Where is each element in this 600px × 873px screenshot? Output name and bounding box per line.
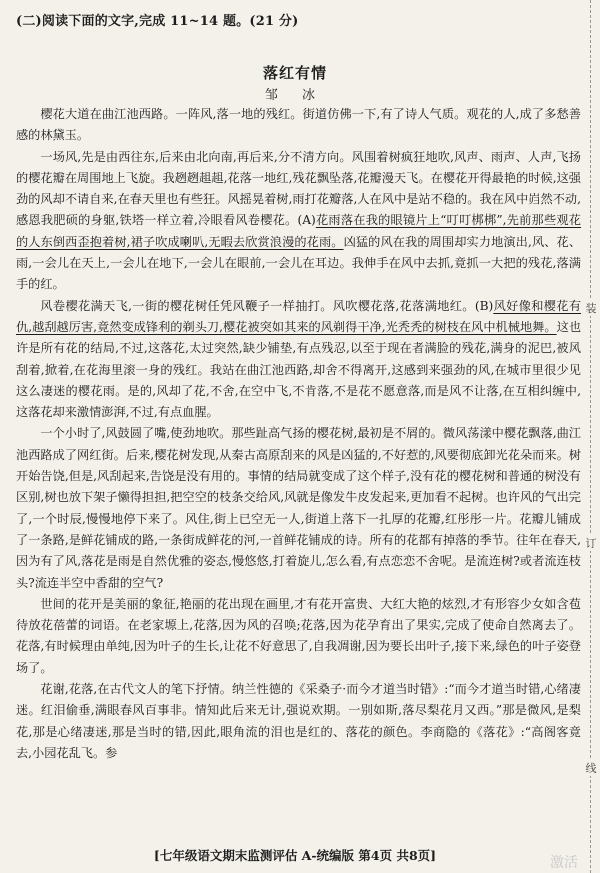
binding-mark-3: 线 (585, 762, 597, 775)
paragraph-3: 风卷樱花满天飞,一街的樱花树任凭风鞭子一样抽打。风吹樱花落,花落满地红。(B)风好像和樱花有仇,越刮越厉害,竟然变成锋利的剃头刀,樱花被突如其来的风剃得干净,光秃秃的树枝在风中机械地舞。这也许是所有花的结局,不过,这落花,太过突然,缺少铺垫,有点残忍,以至于现在者满脸的残花,满身的泥巴,被风刮着,掀着,在花海里滚一身的残红。我站在曲江池西路,却舍不得离开,这感到来强劲的风,在城市里很少见这么凄迷的樱花雨。是的,风却了花,不舍,在空中飞,不肯落,不是花不愿意落,而是风不让落,在互相纠缠中,这落花却来激情澎湃,不过,有点血腥。 (16, 298, 582, 420)
section-heading: (二)阅读下面的文字,完成 11~14 题。(21 分) (16, 14, 299, 29)
paragraph-6: 花谢,花落,在古代文人的笔下抒情。纳兰性德的《采桑子·而今才道当时错》:“而今才道当时错,心绪凄迷。红泪偷垂,满眼春风百事非。情知此后来无计,强说欢期。一别如斯,落尽梨花月又西。”那是微风,是梨花,那是心绪凄迷,那是当时的错,因此,眼角流的泪也是红的、落花的颜色。李商隐的《落花》:“高阁客竟去,小园花乱飞。参 (16, 682, 581, 760)
page-footer: [七年级语文期末监测评估 A-统编版 第4页 共8页] (153, 848, 437, 863)
binding-mark-2: 订 (585, 537, 597, 550)
paragraph-1: 樱花大道在曲江池西路。一阵风,落一地的残红。街道仿佛一下,有了诗人气质。观花的人,成了多愁善感的林黛玉。 (16, 107, 581, 143)
paragraph-4: 一个小时了,风鼓圆了嘴,使劲地吹。那些趾高气扬的樱花树,最初是不屑的。微风荡漾中樱花飘落,曲江池西路成了网红街。后来,樱花树发现,从秦古高原刮来的风是凶猛的,不好惹的,风要彻底卸光花朵而来。树开始告饶,但是,风刮起来,告饶是没有用的。事情的结局就变成了这个样子,没有花的樱花树和普通的树没有区别,树也放下架子懒得担担,把空空的枝条交给风,风就是像发牛皮发起来,更加看不起树。也许风的气出完了,一个时辰,慢慢地停下来了。风住,街上已空无一人,街道上落下一扎厚的花瓣,红彤彤一片。花瓣儿铺成了一条路,是鲜花铺成的路,一条街成鲜花的河,一首鲜花铺成的诗。所有的花都有掉落的季节。往年在春天,因为有了风,落花是雨是自然优雅的姿态,慢悠悠,打着旋儿,怎么看,有点恋恋不舍呢。是流连树?或者流连枝头?流连半空中香甜的空气? (16, 426, 581, 590)
binding-line (590, 0, 592, 873)
binding-mark-1: 装 (585, 302, 597, 315)
article-body (16, 104, 581, 764)
underlined-sentence-b: 风好像和樱花有仇,越刮越厉害,竟然变成锋利的剃头刀,樱花被突如其来的风剃得干净,光秃秃的树枝在风中机械地舞。 (16, 298, 582, 334)
paragraph-5: 世间的花开是美丽的象征,艳丽的花出现在画里,才有花开富贵、大红大艳的炫烈,才有形容少女如含苞待放花蓓蕾的词语。在老家塬上,花落,因为风的召唤;花落,因为花孕育出了果实,完成了使命自然离去了。花落,有时候理由单纯,因为叶子的生长,让花不好意思了,自我凋谢,因为要长出叶子,接下来,绿色的叶子姿登场了。 (16, 596, 581, 675)
article-title: 落红有情 (262, 64, 327, 82)
paragraph-2: 一场风,先是由西往东,后来由北向南,再后来,分不清方向。风围着树疯狂地吹,风声、雨声、人声,飞扬的樱花瓣在周围地上飞旋。我趔趔趄趄,花落一地红,残花飘坠落,花瓣漫天飞。在樱花开得最艳的时候,这强劲的风却不请自来,在春天里也有些狂。风摇晃着树,雨打花瓣落,人在风中是站不稳的。我在风中岿然不动,感恩我肥硕的身躯,铁塔一样立着,冷眼看风卷樱花。(A)花雨落在我的眼镜片上“叮叮梆梆”,先前那些观花的人东倒西歪抱着树,裙子吹成喇叭,无暇去欣赏浪漫的花雨。凶猛的风在我的周围却实力地演出,风、花、雨,一会儿在天上,一会儿在地下,一会儿在眼前,一会儿在耳边。我伸手在风中去抓,竟抓一大把的残花,落满手的红。 (16, 149, 582, 292)
underlined-sentence-a: 花雨落在我的眼镜片上“叮叮梆梆”,先前那些观花的人东倒西歪抱着树,裙子吹成喇叭,无暇去欣赏浪漫的花雨。 (16, 213, 581, 249)
watermark-text: 激活 (550, 855, 578, 871)
article-author: 邹 冰 (264, 88, 326, 103)
